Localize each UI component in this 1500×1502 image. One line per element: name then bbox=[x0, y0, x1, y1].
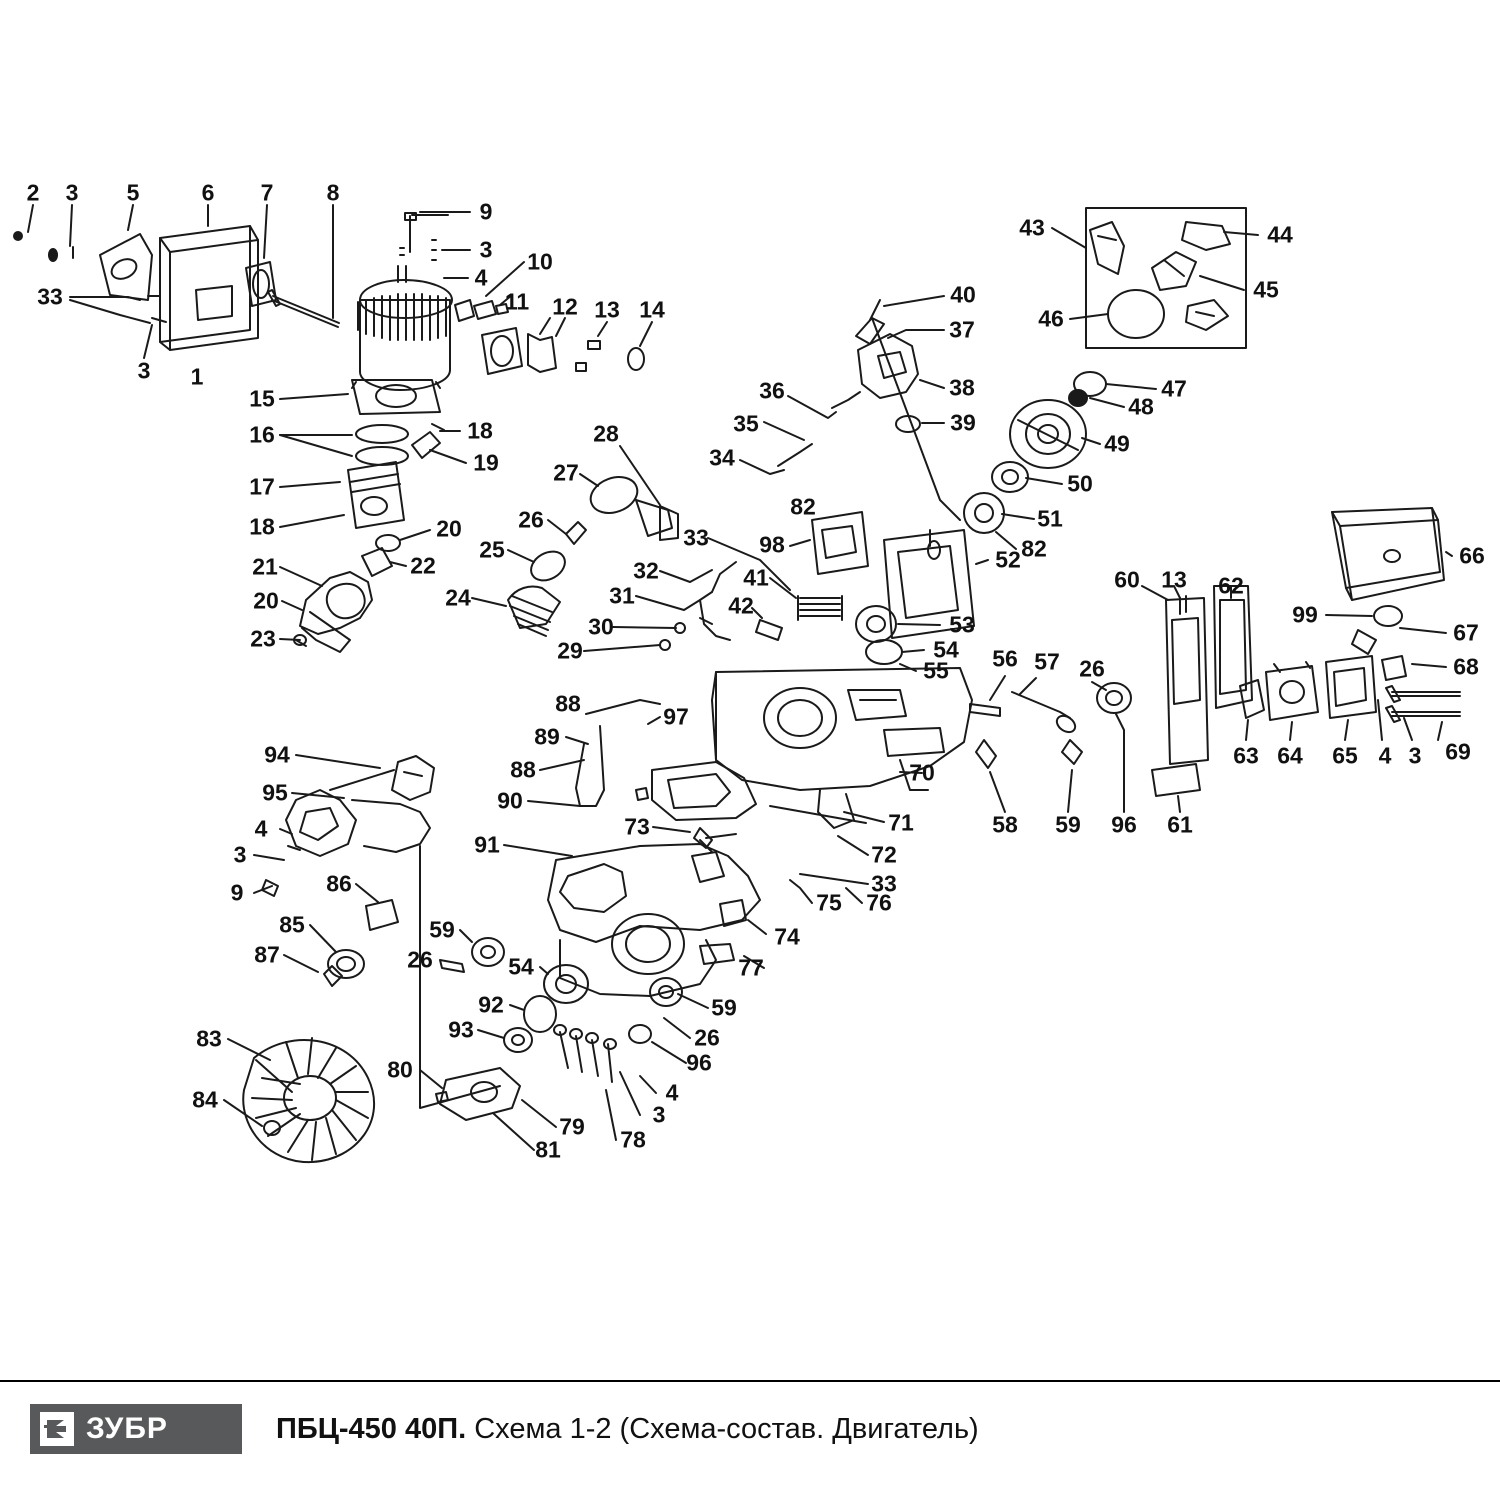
brand-logo bbox=[30, 1404, 242, 1454]
callout-number: 22 bbox=[410, 552, 436, 579]
callout-number: 3 bbox=[1408, 742, 1422, 769]
callout-number: 99 bbox=[1292, 601, 1318, 628]
callout-number: 18 bbox=[467, 417, 493, 444]
callout-number: 43 bbox=[1019, 214, 1045, 241]
callout-number: 83 bbox=[196, 1025, 222, 1052]
callout-number: 80 bbox=[387, 1056, 413, 1083]
callout-number: 28 bbox=[593, 420, 619, 447]
callout-number: 18 bbox=[249, 513, 275, 540]
callout-number: 50 bbox=[1067, 470, 1093, 497]
callout-number: 59 bbox=[1055, 811, 1081, 838]
callout-number: 17 bbox=[249, 473, 275, 500]
callout-number: 26 bbox=[518, 506, 544, 533]
callout-number: 97 bbox=[663, 703, 689, 730]
callout-number: 66 bbox=[1459, 542, 1485, 569]
callout-number: 56 bbox=[992, 645, 1018, 672]
callout-number: 71 bbox=[888, 809, 914, 836]
callout-number: 33 bbox=[683, 524, 709, 551]
callout-number: 57 bbox=[1034, 648, 1060, 675]
callout-number: 84 bbox=[192, 1086, 218, 1113]
callout-number: 74 bbox=[774, 923, 800, 950]
callout-number: 92 bbox=[478, 991, 504, 1018]
callout-number: 1 bbox=[190, 363, 204, 390]
callout-number: 31 bbox=[609, 582, 635, 609]
callout-number: 42 bbox=[728, 592, 754, 619]
callout-number: 96 bbox=[686, 1049, 712, 1076]
callout-number: 33 bbox=[871, 870, 897, 897]
callout-number: 59 bbox=[711, 994, 737, 1021]
callout-number: 86 bbox=[326, 870, 352, 897]
callout-number: 24 bbox=[445, 584, 471, 611]
callout-number: 64 bbox=[1277, 742, 1303, 769]
callout-number: 52 bbox=[995, 546, 1021, 573]
callout-number: 15 bbox=[249, 385, 275, 412]
callout-number: 94 bbox=[264, 741, 290, 768]
callout-number: 62 bbox=[1218, 572, 1244, 599]
callout-number: 3 bbox=[137, 357, 151, 384]
callout-number: 54 bbox=[933, 636, 959, 663]
callout-number: 26 bbox=[407, 946, 433, 973]
callout-number: 68 bbox=[1453, 653, 1479, 680]
footer-band bbox=[0, 1380, 1500, 1502]
callout-number: 4 bbox=[474, 264, 488, 291]
callout-number: 54 bbox=[508, 953, 534, 980]
callout-number: 78 bbox=[620, 1126, 646, 1153]
callout-number: 33 bbox=[37, 283, 63, 310]
callout-number: 25 bbox=[479, 536, 505, 563]
footer-caption bbox=[276, 1413, 979, 1446]
callout-number: 32 bbox=[633, 557, 659, 584]
zubr-mark-icon bbox=[40, 1412, 74, 1446]
callout-number: 63 bbox=[1233, 742, 1259, 769]
callout-number: 70 bbox=[909, 759, 935, 786]
callout-number: 79 bbox=[559, 1113, 585, 1140]
callout-number: 82 bbox=[790, 493, 816, 520]
callout-number: 26 bbox=[694, 1024, 720, 1051]
callout-number: 59 bbox=[429, 916, 455, 943]
callout-number: 49 bbox=[1104, 430, 1130, 457]
callout-number: 20 bbox=[253, 587, 279, 614]
callout-number: 30 bbox=[588, 613, 614, 640]
callout-number: 85 bbox=[279, 911, 305, 938]
callout-number: 60 bbox=[1114, 566, 1140, 593]
model-code: ПБЦ-450 40П. bbox=[276, 1412, 467, 1445]
callout-number: 76 bbox=[866, 889, 892, 916]
callout-number: 4 bbox=[1378, 742, 1392, 769]
callout-number: 67 bbox=[1453, 619, 1479, 646]
callout-number: 23 bbox=[250, 625, 276, 652]
callout-number: 93 bbox=[448, 1016, 474, 1043]
callout-number: 89 bbox=[534, 723, 560, 750]
callout-number: 5 bbox=[126, 179, 140, 206]
callout-number: 47 bbox=[1161, 375, 1187, 402]
callout-number: 3 bbox=[479, 236, 493, 263]
callout-number: 14 bbox=[639, 296, 665, 323]
scheme-caption: Схема 1-2 (Схема-состав. Двигатель) bbox=[474, 1412, 979, 1445]
callout-number: 87 bbox=[254, 941, 280, 968]
callout-number: 27 bbox=[553, 459, 579, 486]
callout-number: 95 bbox=[262, 779, 288, 806]
callout-number: 36 bbox=[759, 377, 785, 404]
callout-number: 88 bbox=[555, 690, 581, 717]
callout-number: 51 bbox=[1037, 505, 1063, 532]
callout-number: 77 bbox=[738, 954, 764, 981]
callout-number: 9 bbox=[479, 198, 493, 225]
callout-number: 53 bbox=[949, 611, 975, 638]
callout-number: 40 bbox=[950, 281, 976, 308]
callout-number: 3 bbox=[65, 179, 79, 206]
callout-number: 13 bbox=[594, 296, 620, 323]
callout-number: 72 bbox=[871, 841, 897, 868]
callout-number: 96 bbox=[1111, 811, 1137, 838]
callout-number: 65 bbox=[1332, 742, 1358, 769]
callout-number: 38 bbox=[949, 374, 975, 401]
callout-number: 61 bbox=[1167, 811, 1193, 838]
callout-number: 91 bbox=[474, 831, 500, 858]
callout-number: 39 bbox=[950, 409, 976, 436]
callout-number: 34 bbox=[709, 444, 735, 471]
callout-number: 11 bbox=[504, 288, 530, 315]
callout-number: 58 bbox=[992, 811, 1018, 838]
callout-number: 75 bbox=[816, 889, 842, 916]
callout-number: 82 bbox=[1021, 535, 1047, 562]
callout-number: 88 bbox=[510, 756, 536, 783]
callout-number: 90 bbox=[497, 787, 523, 814]
brand-name: ЗУБР bbox=[86, 1412, 168, 1445]
callout-number: 12 bbox=[552, 293, 578, 320]
callout-number: 21 bbox=[252, 553, 278, 580]
callout-number: 16 bbox=[249, 421, 275, 448]
callout-number: 29 bbox=[557, 637, 583, 664]
callout-number: 6 bbox=[201, 179, 215, 206]
callout-number: 46 bbox=[1038, 305, 1064, 332]
callout-number: 13 bbox=[1161, 566, 1187, 593]
callout-number: 44 bbox=[1267, 221, 1293, 248]
callout-number: 20 bbox=[436, 515, 462, 542]
callout-number: 98 bbox=[759, 531, 785, 558]
callout-number: 37 bbox=[949, 316, 975, 343]
callout-number: 9 bbox=[230, 879, 244, 906]
callout-number: 35 bbox=[733, 410, 759, 437]
callout-number: 73 bbox=[624, 813, 650, 840]
callout-number: 81 bbox=[535, 1136, 561, 1163]
callout-number: 19 bbox=[473, 449, 499, 476]
callout-number: 2 bbox=[26, 179, 40, 206]
callout-number: 8 bbox=[326, 179, 340, 206]
callout-number: 69 bbox=[1445, 738, 1471, 765]
callout-number: 55 bbox=[923, 657, 949, 684]
callout-number: 7 bbox=[260, 179, 274, 206]
callout-number: 48 bbox=[1128, 393, 1154, 420]
callout-number: 4 bbox=[665, 1079, 679, 1106]
callout-number: 3 bbox=[233, 841, 247, 868]
callout-number: 10 bbox=[527, 248, 553, 275]
callout-number: 26 bbox=[1079, 655, 1105, 682]
callout-number: 45 bbox=[1253, 276, 1279, 303]
callout-number: 41 bbox=[743, 564, 769, 591]
callout-number: 4 bbox=[254, 815, 268, 842]
callout-number: 3 bbox=[652, 1101, 666, 1128]
